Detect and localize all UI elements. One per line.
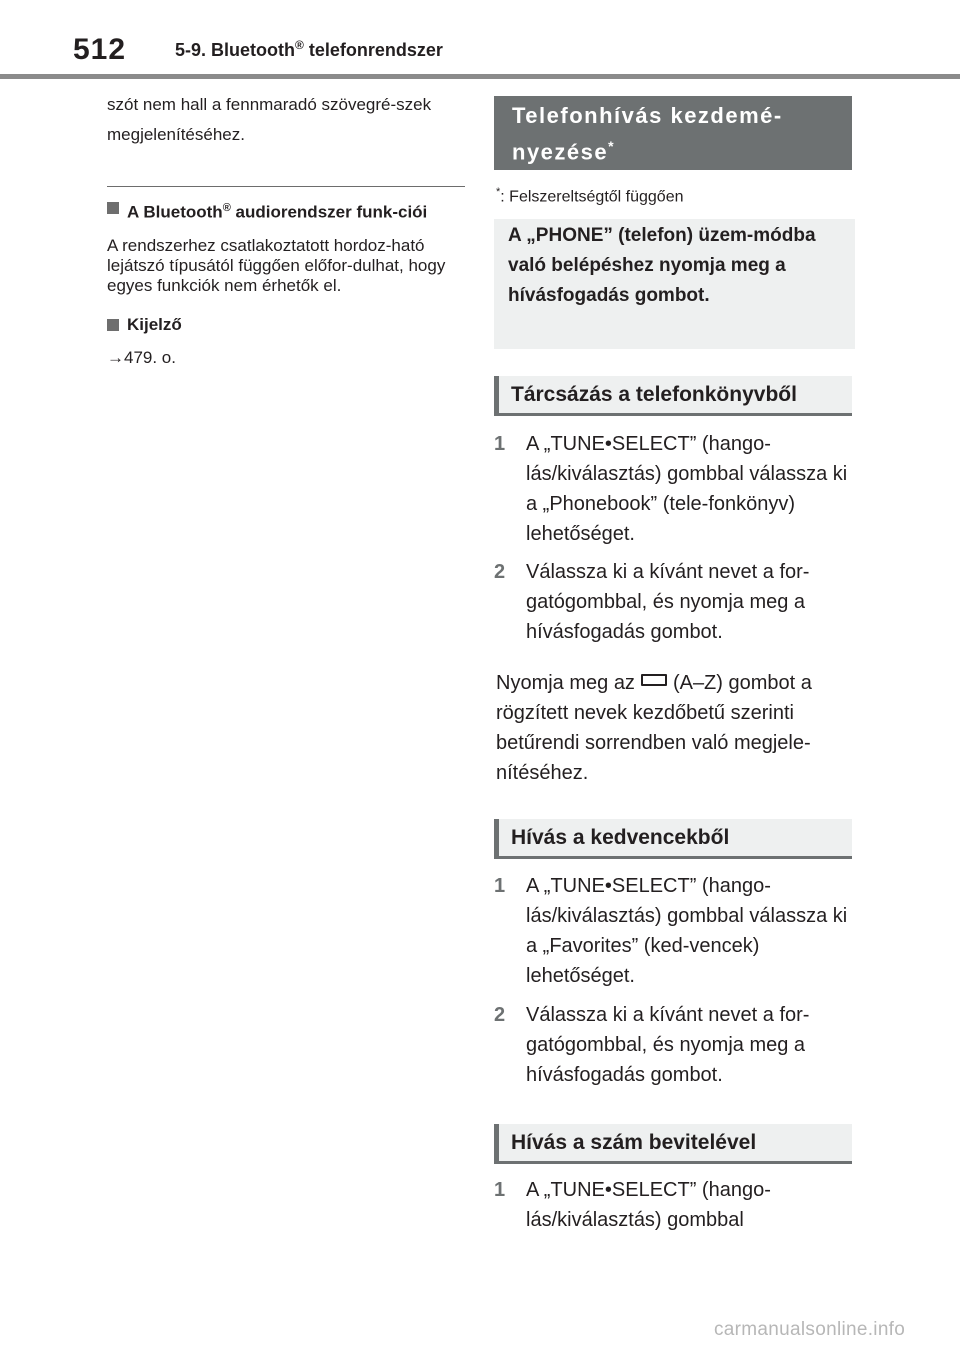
step-number: 1	[494, 1179, 506, 1201]
square-bullet-icon	[107, 319, 119, 331]
step	[494, 1000, 854, 1090]
section-heading-number-entry	[494, 1124, 852, 1164]
step-text: Válassza ki a kívánt nevet a for-gatógombbal, és nyomja meg a hívásfogadás gombot.	[526, 1004, 810, 1086]
subheading-text: A Bluetooth	[127, 202, 223, 222]
section-heading-text: Hívás a szám bevitelével	[511, 1131, 757, 1154]
step	[494, 429, 854, 549]
step-text: A „TUNE•SELECT” (hango-lás/kiválasztás) gombbal válassza ki a „Phonebook” (tele-fonkönyv) lehetőséget.	[526, 433, 848, 545]
asterisk-mark: *	[608, 138, 616, 154]
step	[494, 871, 854, 991]
section-heading-favorites	[494, 819, 852, 859]
title-box	[494, 96, 852, 170]
registered-mark: ®	[222, 202, 231, 214]
step-number: 1	[494, 875, 506, 897]
divider	[107, 186, 465, 187]
page-reference: →479. o.	[107, 347, 176, 367]
subheading-text: Kijelző	[127, 314, 182, 334]
footnote-text: : Felszereltségtől függően	[500, 188, 684, 206]
step	[494, 557, 854, 647]
subheading-text-rest: audiorendszer funk-ciói	[230, 202, 428, 222]
section-heading-text: Tárcsázás a telefonkönyvből	[511, 383, 797, 406]
step-text: Válassza ki a kívánt nevet a for-gatógombbal, és nyomja meg a hívásfogadás gombot.	[526, 561, 810, 643]
title-box-text	[512, 100, 783, 167]
page-number: 512	[73, 33, 127, 66]
intro-text: szót nem hall a fennmaradó szövegré-szek megjelenítéséhez.	[107, 95, 432, 144]
step-text: A „TUNE•SELECT” (hango-lás/kiválasztás) gombbal válassza ki a „Favorites” (ked-vencek) lehetőséget.	[526, 875, 848, 987]
subheading-display	[107, 314, 465, 336]
title-line-1: Telefonhívás kezdemé-	[512, 103, 783, 128]
info-box	[494, 219, 855, 349]
paragraph-text-b: (A–Z) gombot a rögzített nevek kezdőbetű szerinti betűrendi sorrendben való megjele-nítéséhez.	[496, 672, 812, 784]
button-icon	[641, 674, 667, 686]
section-heading-phonebook	[494, 376, 852, 416]
registered-mark: ®	[295, 38, 304, 52]
step-text: A „TUNE•SELECT” (hango-lás/kiválasztás) gombbal	[526, 1179, 771, 1231]
watermark: carmanualsonline.info	[714, 1319, 906, 1340]
section-heading-text: Hívás a kedvencekből	[511, 826, 730, 849]
left-column	[107, 90, 465, 368]
section-title-rest: telefonrendszer	[303, 40, 443, 60]
header-rule	[0, 74, 960, 79]
step-number: 2	[494, 1004, 506, 1026]
section-title-text: 5-9. Bluetooth	[175, 40, 295, 60]
title-line-2: nyezése	[512, 139, 609, 165]
section-title	[175, 38, 443, 61]
subheading-bluetooth-functions	[107, 197, 465, 224]
step-number: 1	[494, 433, 506, 455]
az-paragraph	[496, 668, 854, 788]
step	[494, 1175, 854, 1235]
square-bullet-icon	[107, 202, 119, 214]
info-box-text: A „PHONE” (telefon) üzem-módba való belépéshez nyomja meg a hívásfogadás gombot.	[508, 225, 816, 306]
paragraph-text-a: Nyomja meg az	[496, 672, 635, 694]
step-number: 2	[494, 561, 506, 583]
footnote	[496, 186, 684, 206]
functions-body: A rendszerhez csatlakoztatott hordoz-ható lejátszó típusától függően előfor-dulhat, hogy egyes funkciók nem érhetők el.	[107, 235, 446, 295]
footnote-asterisk: *	[496, 186, 501, 198]
